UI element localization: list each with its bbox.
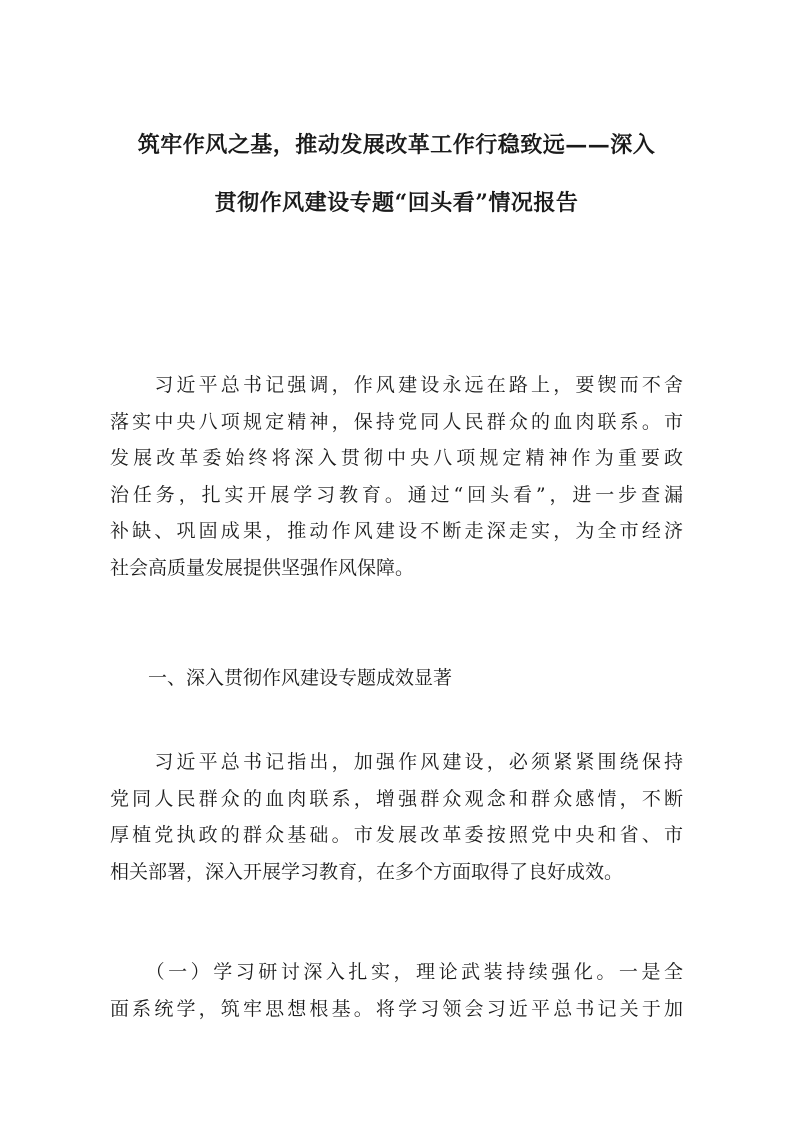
paragraph-line: 落实中央八项规定精神，保持党同人民群众的血肉联系。市 — [110, 410, 683, 433]
paragraph-line: 面系统学，筑牢思想根基。将学习领会习近平总书记关于加 — [110, 997, 683, 1020]
section-paragraph — [110, 744, 683, 890]
subsection-paragraph — [110, 954, 683, 1027]
title-line-2: 贯彻作风建设专题“回头看”情况报告 — [214, 190, 579, 216]
title-line-1: 筑牢作风之基，推动发展改革工作行稳致远——深入 — [137, 132, 656, 158]
section-heading-text: 一、深入贯彻作风建设专题成效显著 — [110, 667, 453, 689]
paragraph-line: 社会高质量发展提供坚强作风保障。 — [110, 556, 415, 579]
paragraph-line: （一）学习研讨深入扎实，理论武装持续强化。一是全 — [110, 961, 683, 983]
document-title — [110, 116, 683, 232]
paragraph-line: 习近平总书记强调，作风建设永远在路上，要锲而不舍 — [110, 374, 683, 396]
paragraph-line: 治任务，扎实开展学习教育。通过“回头看”，进一步查漏 — [110, 483, 683, 506]
intro-paragraph — [110, 367, 683, 586]
section-heading — [110, 660, 683, 697]
paragraph-line: 相关部署，深入开展学习教育，在多个方面取得了良好成效。 — [110, 860, 624, 883]
paragraph-line: 厚植党执政的群众基础。市发展改革委按照党中央和省、市 — [110, 824, 683, 846]
paragraph-line: 党同人民群众的血肉联系，增强群众观念和群众感情，不断 — [110, 787, 683, 810]
paragraph-line: 发展改革委始终将深入贯彻中央八项规定精神作为重要政 — [110, 447, 683, 469]
paragraph-line: 习近平总书记指出，加强作风建设，必须紧紧围绕保持 — [110, 751, 683, 773]
paragraph-line: 补缺、巩固成果，推动作风建设不断走深走实，为全市经济 — [110, 520, 683, 542]
